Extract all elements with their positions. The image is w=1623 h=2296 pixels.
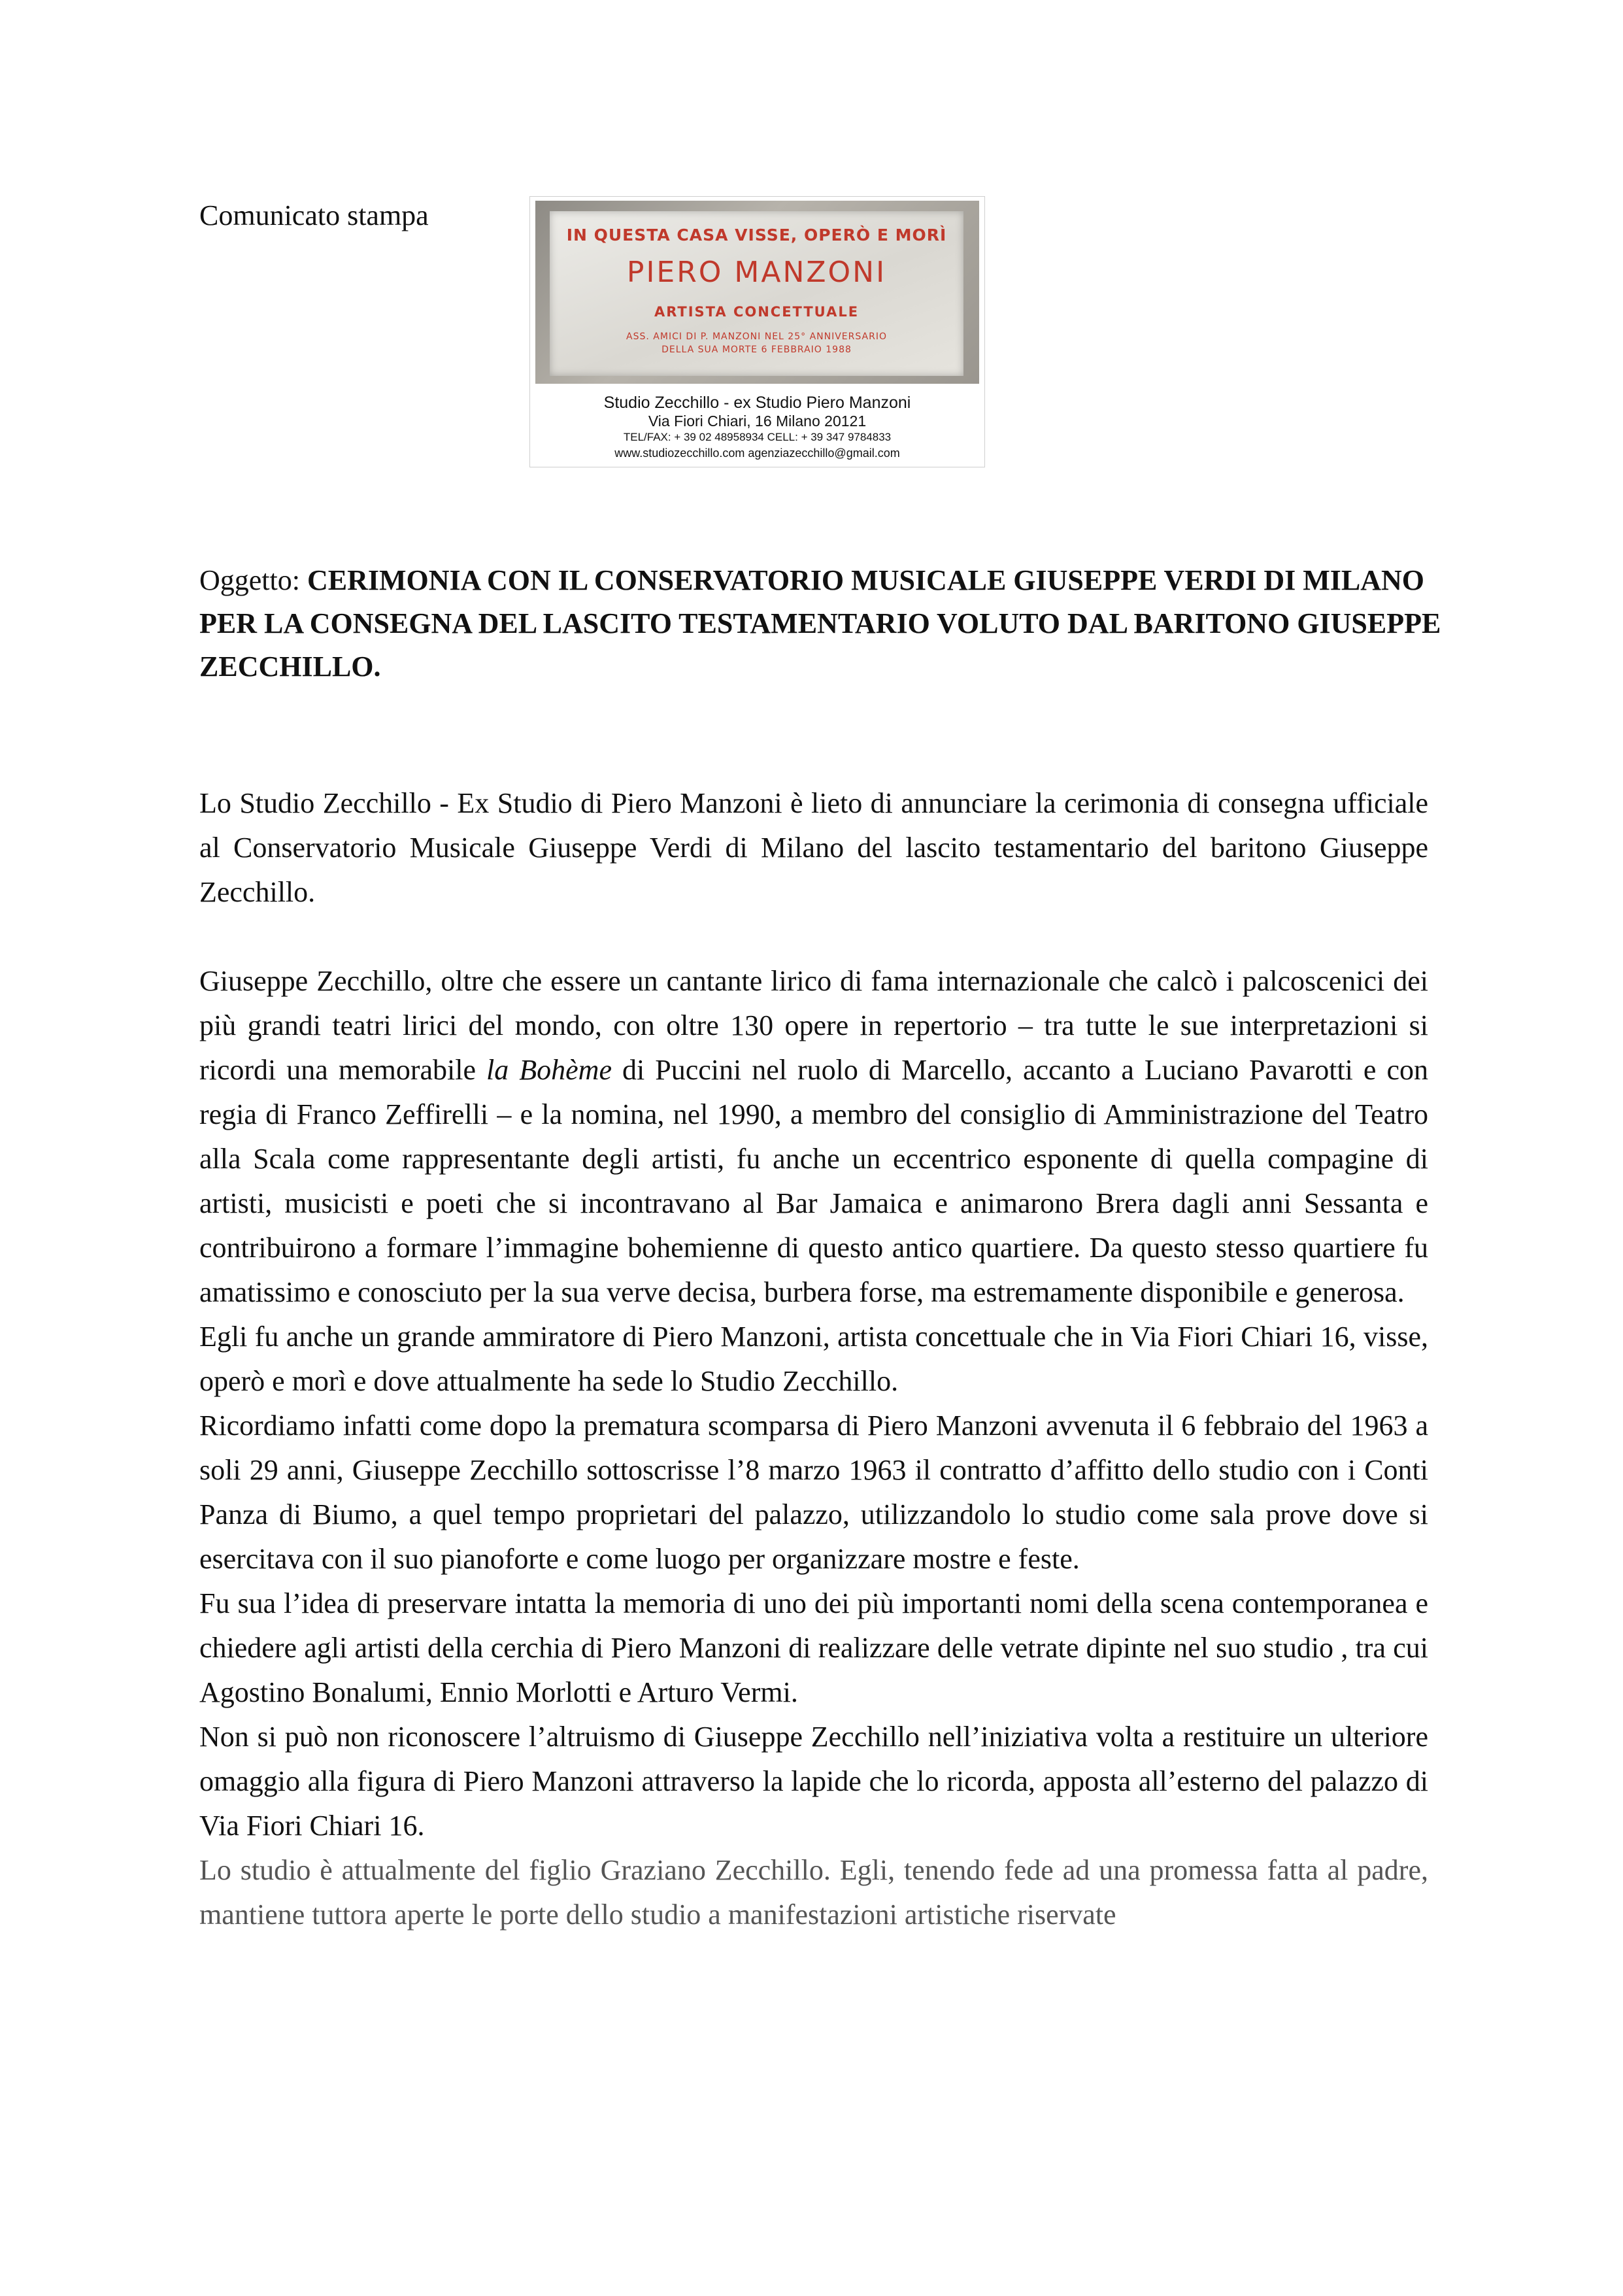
subject-title: CERIMONIA CON IL CONSERVATORIO MUSICALE GIUSEPPE VERDI DI MILANO PER LA CONSEGNA DEL LASCITO TESTAMENTARIO VOLUTO DAL BARITONO GIUSEPPE ZECCHILLO.	[199, 564, 1441, 683]
studio-web-email: www.studiozecchillo.com agenziazecchillo@gmail.com	[614, 447, 900, 460]
paragraph-3: Egli fu anche un grande ammiratore di Piero Manzoni, artista concettuale che in Via Fiori Chiari 16, visse, operò e morì e dove attualmente ha sede lo Studio Zecchillo.	[199, 1321, 1428, 1397]
paragraph-1: Lo Studio Zecchillo - Ex Studio di Piero Manzoni è lieto di annunciare la cerimonia di consegna ufficiale al Conservatorio Musicale Giuseppe Verdi di Milano del lascito testamentario del baritono Giuseppe Zecchillo.	[199, 787, 1428, 908]
studio-name: Studio Zecchillo - ex Studio Piero Manzoni	[603, 394, 911, 412]
paragraph-2-part-b: di Puccini nel ruolo di Marcello, accanto a Luciano Pavarotti e con regia di Franco Zeffirelli – e la nomina, nel 1990, a membro del consiglio di Amministrazione del Teatro alla Scala come rappresentante degli artisti, fu anche un eccentrico esponente di quella compagine di artisti, musicisti e poeti che si incontravano al Bar Jamaica e animarono Brera dagli anni Sessanta e contribuirono a formare l’immagine bohemienne di questo antico quartiere. Da questo stesso quartiere fu amatissimo e conosciuto per la sua verve decisa, burbera forse, ma estremamente disponibile e generosa.	[199, 1054, 1428, 1308]
press-release-label: Comunicato stampa	[199, 199, 429, 231]
paragraph-4: Ricordiamo infatti come dopo la prematura scomparsa di Piero Manzoni avvenuta il 6 febbraio del 1963 a soli 29 anni, Giuseppe Zecchillo sottoscrisse l’8 marzo 1963 il contratto d’affitto dello studio con i Conti Panza di Biumo, a quel tempo proprietari del palazzo, utilizzandolo lo studio come sala prove dove si esercitava con il suo pianoforte e come luogo per organizzare mostre e feste.	[199, 1410, 1428, 1575]
paragraph-2	[199, 959, 1428, 1315]
body-text	[199, 781, 1428, 1937]
paragraph-2-part-a: Giuseppe Zecchillo, oltre che essere un cantante lirico di fama internazionale che calcò i palcoscenici dei più grandi teatri lirici del mondo, con oltre 130 opere in repertorio – tra tutte le sue interpretazioni si ricordi una memorabile	[199, 965, 1428, 1086]
subject-heading	[199, 559, 1441, 688]
plaque-line-2: PIERO MANZONI	[626, 256, 887, 289]
memorial-plaque-photo	[535, 201, 979, 384]
studio-phone: TEL/FAX: + 39 02 48958934 CELL: + 39 347 9784833	[623, 431, 892, 443]
paragraph-7: Lo studio è attualmente del figlio Graziano Zecchillo. Egli, tenendo fede ad una promessa fatta al padre, mantiene tuttora aperte le porte dello studio a manifestazioni artistiche riservate	[199, 1854, 1428, 1931]
plaque-line-5: DELLA SUA MORTE 6 FEBBRAIO 1988	[661, 345, 852, 355]
paragraph-6: Non si può non riconoscere l’altruismo di Giuseppe Zecchillo nell’iniziativa volta a restituire un ulteriore omaggio alla figura di Piero Manzoni attraverso la lapide che lo ricorda, apposta all’esterno del palazzo di Via Fiori Chiari 16.	[199, 1721, 1428, 1842]
letterhead-contacts	[530, 393, 984, 462]
plaque-line-4: ASS. AMICI DI P. MANZONI NEL 25° ANNIVERSARIO	[626, 331, 887, 342]
plaque-line-4-5	[550, 330, 963, 356]
plaque-line-3: ARTISTA CONCETTUALE	[654, 304, 860, 320]
plaque-stone	[550, 211, 963, 376]
subject-prefix: Oggetto:	[199, 564, 307, 596]
plaque-line-1: IN QUESTA CASA VISSE, OPERÒ E MORÌ	[566, 226, 947, 245]
paragraph-5: Fu sua l’idea di preservare intatta la memoria di uno dei più importanti nomi della scena contemporanea e chiedere agli artisti della cerchia di Piero Manzoni di realizzare delle vetrate dipinte nel suo studio , tra cui Agostino Bonalumi, Ennio Morlotti e Arturo Vermi.	[199, 1587, 1428, 1708]
opera-title: la Bohème	[486, 1054, 612, 1086]
studio-address: Via Fiori Chiari, 16 Milano 20121	[648, 413, 867, 430]
studio-letterhead-image	[529, 196, 985, 467]
